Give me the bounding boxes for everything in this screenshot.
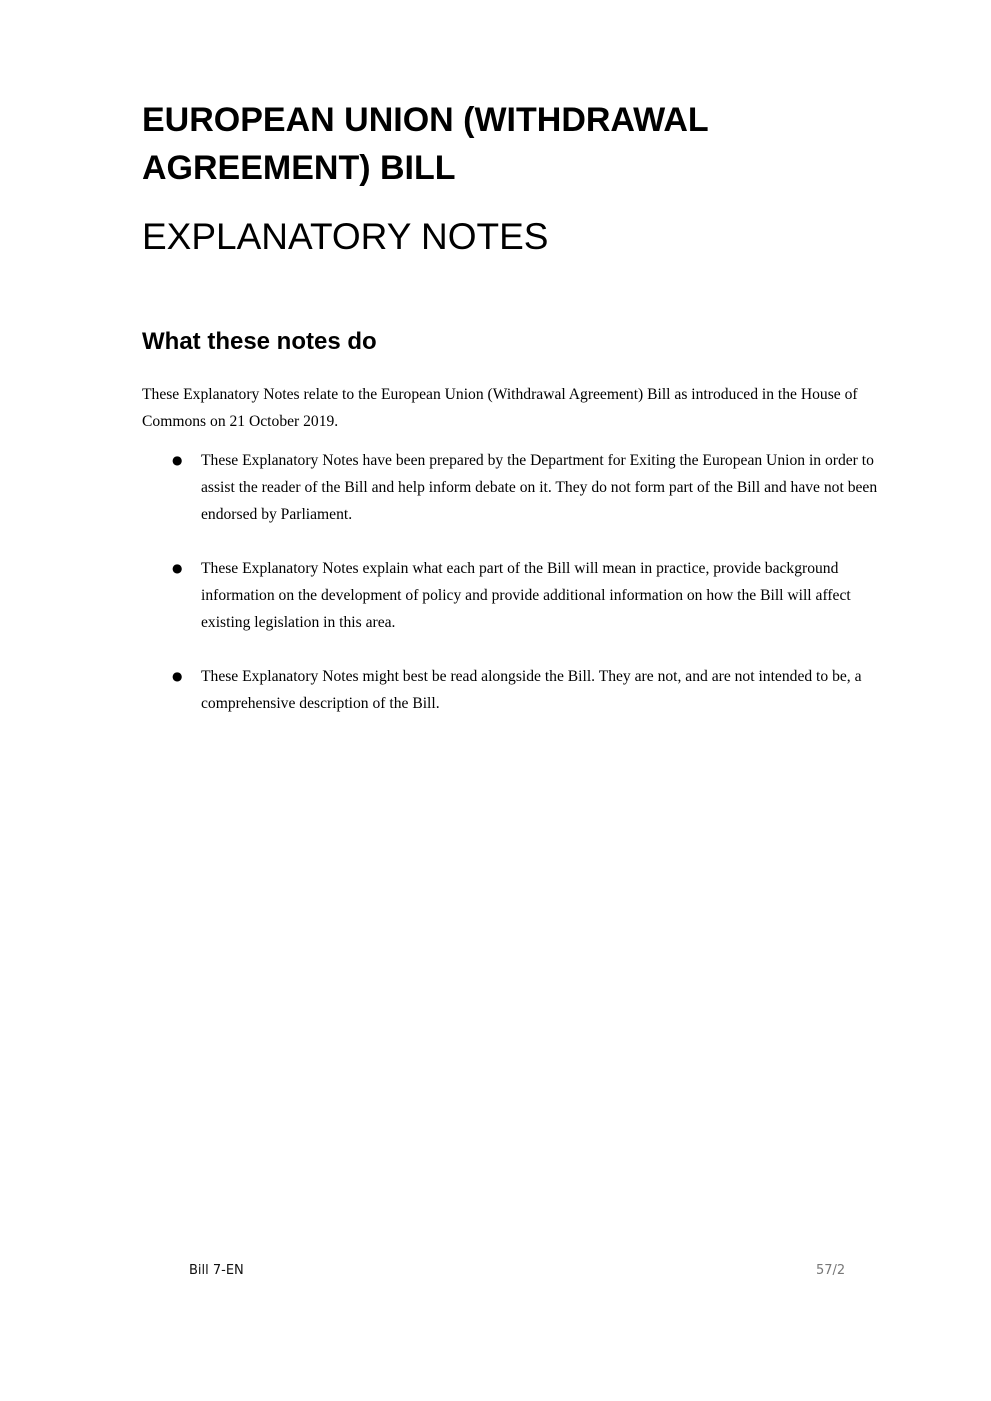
list-item — [142, 555, 902, 636]
bullet-list — [142, 447, 902, 744]
bullet-icon: ● — [172, 669, 183, 683]
list-item-text: These Explanatory Notes have been prepared by the Department for Exiting the European Union in order to assist the reader of the Bill and help inform debate on it. They do not form part of the Bill and have not been endorsed by Parliament. — [201, 452, 878, 523]
footer-print-ref: 57/2 — [816, 1263, 846, 1278]
section-heading: What these notes do — [142, 328, 377, 355]
list-item — [142, 663, 902, 717]
document-title: EUROPEAN UNION (WITHDRAWAL AGREEMENT) BILL — [142, 101, 709, 187]
list-item-text: These Explanatory Notes explain what each part of the Bill will mean in practice, provide background information on the development of policy and provide additional information on how the Bill will affect existing legislation in this area. — [201, 560, 851, 631]
list-item — [142, 447, 902, 528]
footer-bill-number: Bill 7-EN — [189, 1263, 244, 1278]
bullet-icon: ● — [172, 453, 183, 467]
document-subtitle: EXPLANATORY NOTES — [142, 216, 549, 257]
list-item-text: These Explanatory Notes might best be read alongside the Bill. They are not, and are not intended to be, a comprehensive description of the Bill. — [201, 668, 862, 712]
intro-paragraph: These Explanatory Notes relate to the European Union (Withdrawal Agreement) Bill as introduced in the House of Commons on 21 October 2019. — [142, 386, 858, 430]
bullet-icon: ● — [172, 561, 183, 575]
